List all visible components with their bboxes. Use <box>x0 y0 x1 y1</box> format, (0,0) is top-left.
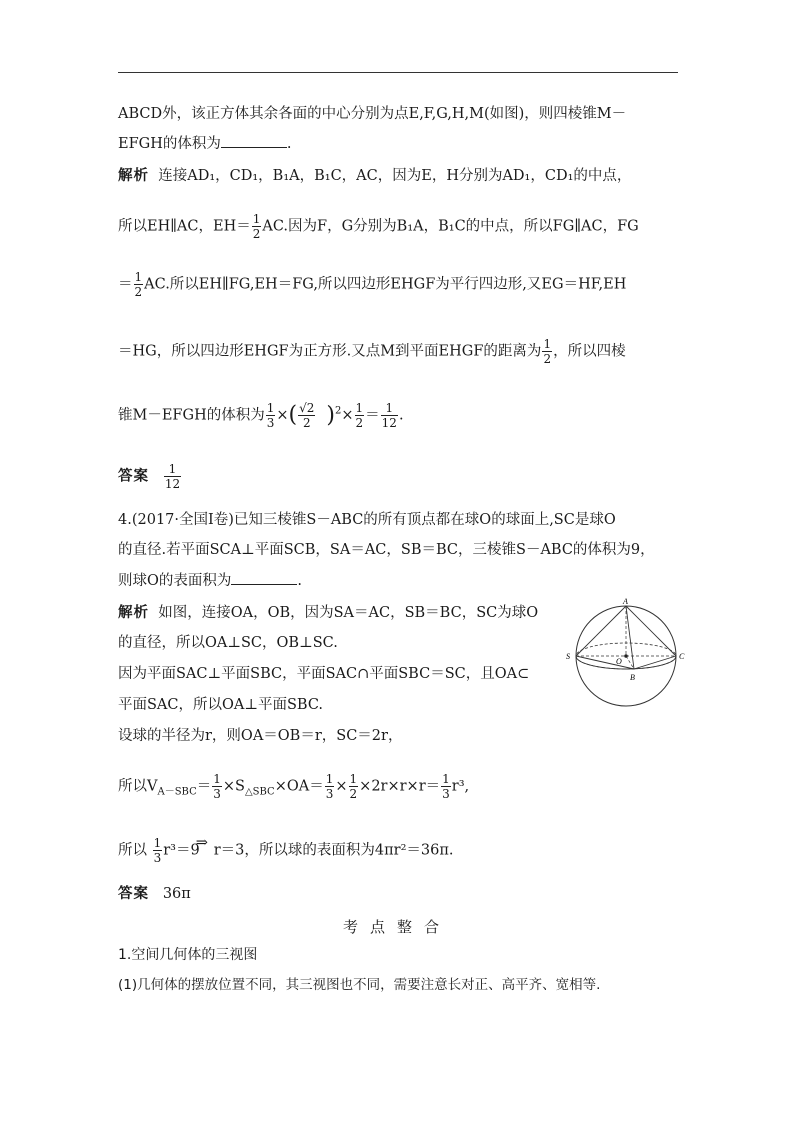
sphere-diagram <box>562 596 692 714</box>
frac-den: 2 <box>134 285 143 299</box>
q3-sol3b: AC.所以EH∥FG,EH＝FG,所以四边形EHGF为平行四边形,又EG＝HF,EH <box>144 276 627 293</box>
frac-den: 2 <box>543 352 552 366</box>
frac-den: 2 <box>349 787 358 801</box>
frac-num: 1 <box>252 212 261 226</box>
frac-num: 1 <box>543 337 552 351</box>
q4-line3-text: 则球O的表面积为 <box>118 573 232 589</box>
answer-fraction <box>164 462 181 491</box>
frac-num: 1 <box>134 270 143 284</box>
label-S: S <box>566 652 570 661</box>
frac-den: 12 <box>381 416 397 430</box>
frac-den: 3 <box>213 787 221 801</box>
fraction-one-twelfth <box>381 401 398 430</box>
solution-label: 解析 <box>118 168 149 184</box>
q3-line1: ABCD外，该正方体其余各面的中心分别为点E,F,G,H,M(如图)，则四棱锥M－ <box>118 106 627 122</box>
section-item-1-1: (1)几何体的摆放位置不同，其三视图也不同，需要注意长对正、高平齐、宽相等. <box>118 977 601 993</box>
answer-label: 答案 <box>118 886 149 902</box>
q4-sol7-pre: 所以 <box>118 842 147 859</box>
frac-den: 2 <box>355 416 364 430</box>
fraction-half <box>349 772 359 801</box>
times-sign: × <box>276 407 289 424</box>
q3-solution-line2 <box>118 212 639 241</box>
q4-sol7b: r＝3，所以球的表面积为4πr²＝36π. <box>213 842 454 859</box>
section-title: 考点整合 <box>342 918 451 936</box>
q4-solution-line6 <box>118 772 469 802</box>
header-rule <box>118 72 678 73</box>
q4-solution-line4: 平面SAC，所以OA⊥平面SBC. <box>118 697 324 713</box>
q3-line2-text: EFGH的体积为 <box>118 136 221 152</box>
area-symbol: ×S <box>222 778 245 795</box>
q4-sol7a: r³＝9 <box>163 842 200 859</box>
q4-solution-line3: 因为平面SAC⊥平面SBC，平面SAC∩平面SBC＝SC，且OA⊂ <box>118 666 530 682</box>
area-subscript: △SBC <box>244 786 275 798</box>
q4-line1: 4.(2017·全国Ⅰ卷)已知三棱锥S－ABC的所有顶点都在球O的球面上,SC是球O <box>118 512 616 528</box>
q3-solution-line3 <box>118 270 626 299</box>
q4-answer-line <box>118 884 191 904</box>
answer-blank <box>221 133 287 148</box>
frac-den: 12 <box>164 477 181 491</box>
section-item-1: 1.空间几何体的三视图 <box>118 947 258 963</box>
answer-label: 答案 <box>118 468 149 485</box>
label-B: B <box>630 673 635 682</box>
fraction-third <box>212 772 222 801</box>
fraction-third <box>153 836 163 865</box>
equals-sign: ＝ <box>196 778 212 795</box>
q3-solution-line4 <box>118 337 626 366</box>
answer-value: 36π <box>162 886 191 902</box>
frac-den: 3 <box>153 851 162 865</box>
q3-line2-end: . <box>286 136 292 152</box>
times-sign: × <box>341 407 354 424</box>
q4-sol6e: ×2r×r×r＝ <box>359 778 441 795</box>
fraction-third <box>266 401 276 430</box>
q3-answer-line <box>118 462 182 491</box>
q4-line2: 的直径.若平面SCA⊥平面SCB，SA＝AC，SB＝BC，三棱锥S－ABC的体积为9， <box>118 542 655 558</box>
frac-den: 2 <box>252 227 261 241</box>
frac-den: 3 <box>442 787 450 801</box>
fraction-half <box>542 337 552 366</box>
q4-line3 <box>118 570 302 591</box>
fraction-half <box>134 270 144 299</box>
square-exponent: 2 <box>335 405 342 417</box>
q3-solution-line1 <box>118 166 631 186</box>
q3-solution-line5 <box>118 401 404 430</box>
open-paren: ( <box>288 402 298 428</box>
times-sign: × <box>335 778 348 795</box>
period: . <box>398 407 404 424</box>
fraction-third <box>441 772 451 801</box>
q4-sol1: 如图，连接OA，OB，因为SA＝AC，SB＝BC，SC为球O <box>158 605 539 621</box>
label-A: A <box>623 597 628 606</box>
frac-num: 1 <box>381 401 398 416</box>
frac-num: 1 <box>213 772 221 786</box>
q3-sol4b: ，所以四棱 <box>553 343 626 360</box>
frac-den: 3 <box>325 787 334 801</box>
frac-num: 1 <box>325 772 334 786</box>
fraction-sqrt2-over-2 <box>298 401 315 430</box>
solution-label: 解析 <box>118 605 149 621</box>
q4-solution-line2: 的直径，所以OA⊥SC，OB⊥SC. <box>118 635 338 651</box>
fraction-third <box>325 772 335 801</box>
q4-sol6c: ×OA＝ <box>274 778 324 795</box>
frac-den: 2 <box>302 416 311 430</box>
volume-symbol: 所以V <box>118 778 158 795</box>
frac-num: 1 <box>442 772 450 786</box>
label-C: C <box>679 652 685 661</box>
q4-line3-end: . <box>297 573 302 589</box>
volume-subscript: A－SBC <box>157 786 197 798</box>
q4-sol6f: r³, <box>451 778 470 795</box>
fraction-half <box>355 401 365 430</box>
frac-num: 1 <box>153 836 162 850</box>
label-O: O <box>616 657 622 666</box>
q3-sol2a: 所以EH∥AC，EH＝ <box>118 218 251 235</box>
q3-sol1-text: 连接AD₁，CD₁，B₁A，B₁C，AC，因为E，H分别为AD₁，CD₁的中点， <box>158 168 632 184</box>
q4-solution-line5: 设球的半径为r，则OA＝OB＝r，SC＝2r， <box>118 728 403 744</box>
q3-sol2b: AC.因为F，G分别为B₁A，B₁C的中点，所以FG∥AC，FG <box>262 218 639 235</box>
q4-solution-line7 <box>118 836 453 865</box>
frac-num: 1 <box>266 401 275 415</box>
answer-blank <box>231 570 297 585</box>
implies-arrow: ⇒ <box>195 834 208 851</box>
q3-sol3a: ＝ <box>118 276 133 293</box>
frac-num: 1 <box>164 462 181 477</box>
equals-sign: ＝ <box>365 407 380 424</box>
q3-line2 <box>118 133 291 154</box>
frac-num: 1 <box>355 401 364 415</box>
close-paren: ) <box>326 402 335 428</box>
q3-sol4a: ＝HG，所以四边形EHGF为正方形.又点M到平面EHGF的距离为 <box>118 343 542 360</box>
frac-num: 1 <box>349 772 358 786</box>
fraction-half <box>252 212 262 241</box>
q3-sol5a: 锥M－EFGH的体积为 <box>118 407 265 424</box>
frac-den: 3 <box>266 416 275 430</box>
q4-solution-line1 <box>118 603 538 623</box>
frac-num: √2 <box>299 401 315 415</box>
